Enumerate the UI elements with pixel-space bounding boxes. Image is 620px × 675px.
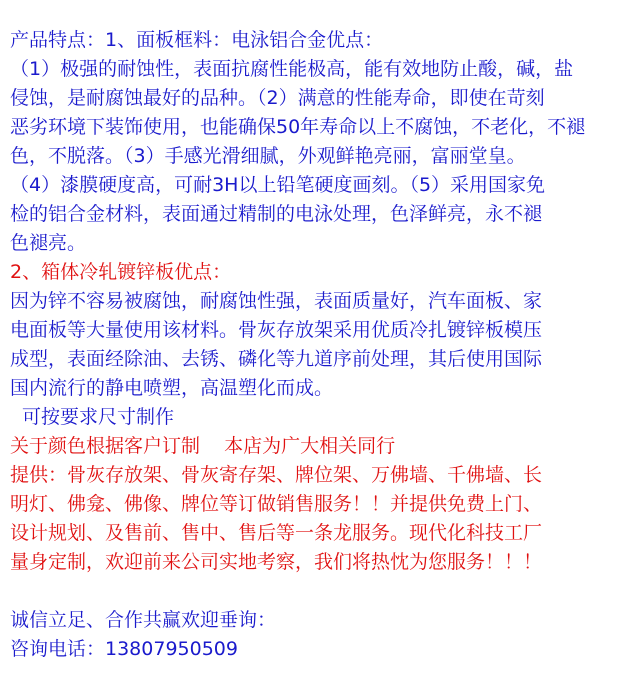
section1-line: 色褪亮。: [10, 232, 87, 254]
section2-line: 电面板等大量使用该材料。骨灰存放架采用优质冷扎镀锌板模压: [10, 319, 543, 341]
services-line: 设计规划、及售前、售中、售后等一条龙服务。现代化科技工厂: [10, 522, 543, 544]
section2-line: 国内流行的静电喷塑，高温塑化而成。: [10, 377, 334, 399]
custom-size-note: 可按要求尺寸制作: [22, 406, 175, 428]
section1-line: 色，不脱落。（3）手感光滑细腻，外观鲜艳亮丽，富丽堂皇。: [10, 145, 526, 167]
contact-slogan: 诚信立足、合作共赢欢迎垂询：: [10, 609, 277, 631]
section2-line: 因为锌不容易被腐蚀，耐腐蚀性强，表面质量好，汽车面板、家: [10, 290, 543, 312]
section1-heading: 产品特点：1、面板框料：电泳铝合金优点：: [10, 29, 384, 51]
section2-line: 成型，表面经除油、去锈、磷化等九道序前处理，其后使用国际: [10, 348, 543, 370]
section1-line: 检的铝合金材料，表面通过精制的电泳处理，色泽鲜亮，永不褪: [10, 203, 543, 225]
section1-line: 侵蚀，是耐腐蚀最好的品种。（2）满意的性能寿命，即使在苛刻: [10, 87, 545, 109]
services-line: 提供：骨灰存放架、骨灰寄存架、牌位架、万佛墙、千佛墙、长: [10, 464, 543, 486]
services-line: 明灯、佛龛、佛像、牌位等订做销售服务！！并提供免费上门、: [10, 493, 543, 515]
services-line: 量身定制，欢迎前来公司实地考察，我们将热忱为您服务！！！: [10, 551, 543, 573]
section1-line: （4）漆膜硬度高，可耐3H以上铅笔硬度画刻。（5）采用国家免: [10, 174, 546, 196]
custom-color-note: 关于颜色根据客户订制 本店为广大相关同行: [10, 435, 396, 457]
section2-heading: 2、箱体冷轧镀锌板优点：: [10, 261, 232, 283]
contact-phone: 咨询电话：13807950509: [10, 638, 238, 660]
section1-line: （1）极强的耐蚀性，表面抗腐性能极高，能有效地防止酸，碱，盐: [10, 58, 574, 80]
section1-line: 恶劣环境下装饰使用，也能确保50年寿命以上不腐蚀，不老化，不褪: [10, 116, 586, 138]
